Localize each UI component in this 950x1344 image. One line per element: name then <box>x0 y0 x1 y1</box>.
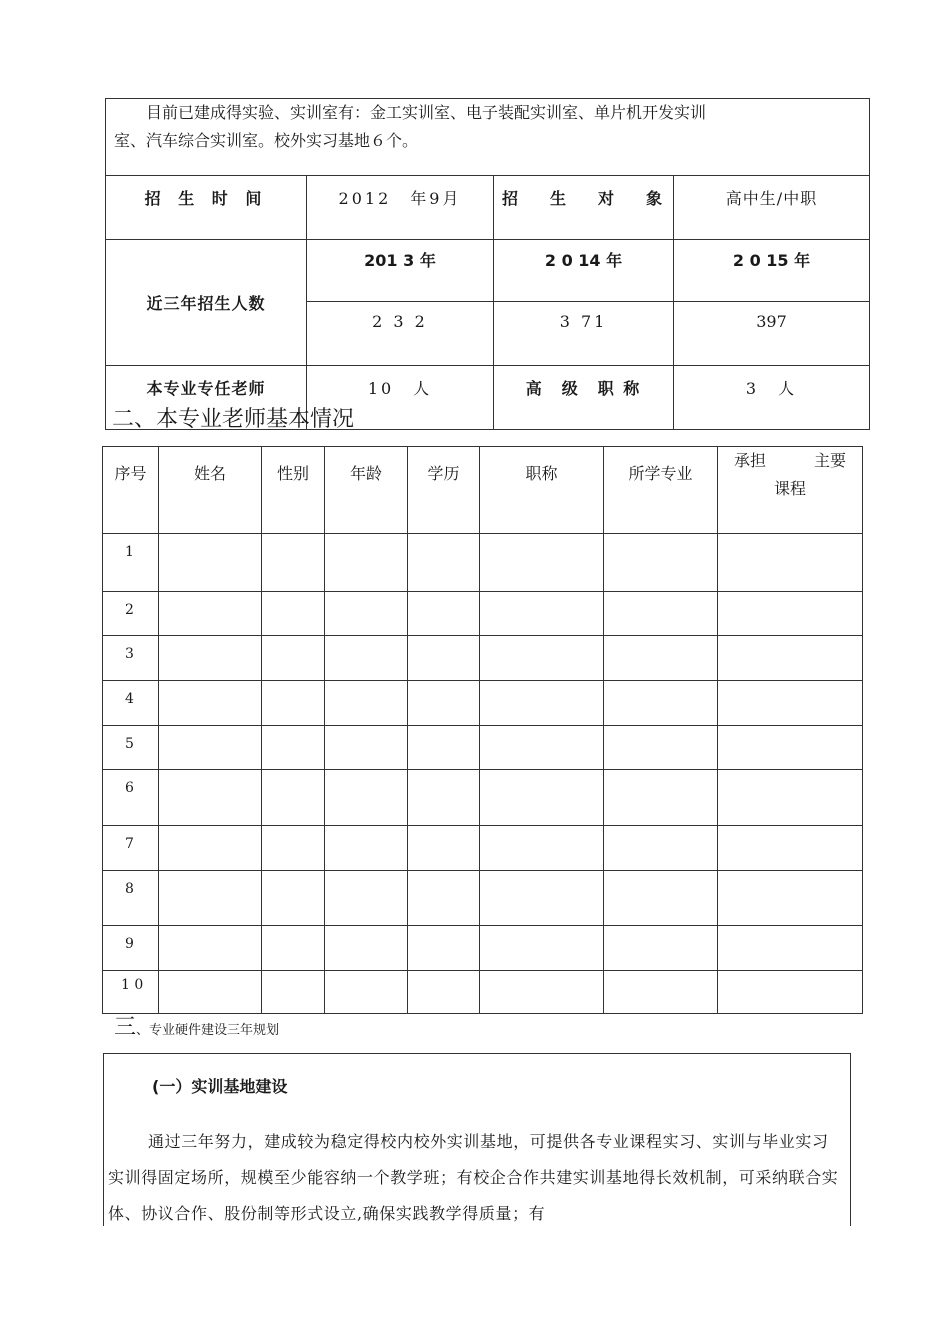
enrollment-table <box>105 98 870 430</box>
header-index: 序号 <box>103 447 159 534</box>
table-row <box>103 826 863 871</box>
teacher-table <box>102 446 863 1014</box>
year-2014: 2 0 14 年 <box>494 240 674 302</box>
lab-intro-cell <box>106 99 870 176</box>
table-row <box>103 636 863 681</box>
training-base-subtitle: (一）实训基地建设 <box>152 1077 288 1096</box>
enroll-target-value: 高中生/中职 <box>674 176 870 240</box>
row-number: 5 <box>103 726 159 770</box>
year-2015: 2 0 15 年 <box>674 240 870 302</box>
header-major: 所学专业 <box>604 447 718 534</box>
row-number: 1 <box>103 534 159 592</box>
enroll-time-value: 2012 年9月 <box>307 176 494 240</box>
row-number: 7 <box>103 826 159 871</box>
table-row <box>103 926 863 971</box>
training-base-box <box>103 1053 851 1226</box>
training-base-paragraph: 通过三年努力，建成较为稳定得校内校外实训基地，可提供各专业课程实习、实训与毕业实习实训得固定场所，规模至少能容纳一个教学班；有校企合作共建实训基地得长效机制，可采纳联合实体、协议合作、股份制等形式设立,确保实践教学得质量；有 <box>108 1132 839 1223</box>
table-row <box>103 726 863 770</box>
section3-title-text: 、专业硬件建设三年规划 <box>136 1023 280 1038</box>
row-number: 2 <box>103 592 159 636</box>
senior-title-value: 3 人 <box>674 366 870 430</box>
header-education: 学历 <box>408 447 480 534</box>
row-number: 6 <box>103 770 159 826</box>
lab-intro-line1: 目前已建成得实验、实训室有：金工实训室、电子装配实训室、单片机开发实训 <box>146 103 707 122</box>
teacher-table-header <box>103 447 863 534</box>
header-gender: 性别 <box>262 447 325 534</box>
header-courses-line2: 课程 <box>773 479 806 498</box>
section2-title: 二、本专业老师基本情况 <box>112 407 355 432</box>
table-row <box>103 681 863 726</box>
count-2015: 397 <box>674 302 870 366</box>
table-row <box>103 534 863 592</box>
enroll-target-label: 招 生 对 象 <box>494 176 674 240</box>
section3-title-number: 三 <box>114 1015 137 1040</box>
year-2013: 201 3 年 <box>307 240 494 302</box>
row-number: 8 <box>103 871 159 926</box>
table-row <box>103 770 863 826</box>
lab-intro-line2: 室、汽车综合实训室。校外实习基地６个。 <box>114 131 419 150</box>
header-name: 姓名 <box>159 447 262 534</box>
table-row <box>103 971 863 1014</box>
teachers-value: 10 人 <box>307 366 494 430</box>
row-number: 3 <box>103 636 159 681</box>
three-year-label: 近三年招生人数 <box>106 240 307 366</box>
header-title: 职称 <box>480 447 604 534</box>
row-number: 9 <box>103 926 159 971</box>
count-2013: 2 3 2 <box>307 302 494 366</box>
table-row <box>103 871 863 926</box>
row-number: 1 0 <box>103 971 159 1014</box>
section3-title <box>114 1010 279 1041</box>
header-age: 年龄 <box>325 447 408 534</box>
senior-title-label: 高 级 职 称 <box>494 366 674 430</box>
row-number: 4 <box>103 681 159 726</box>
header-courses <box>718 447 863 534</box>
teachers-label: 本专业专任老师 <box>106 366 307 430</box>
enroll-time-label: 招 生 时 间 <box>106 176 307 240</box>
table-row <box>103 592 863 636</box>
count-2014: 3 71 <box>494 302 674 366</box>
header-courses-line1: 承担 主要 <box>733 451 846 470</box>
